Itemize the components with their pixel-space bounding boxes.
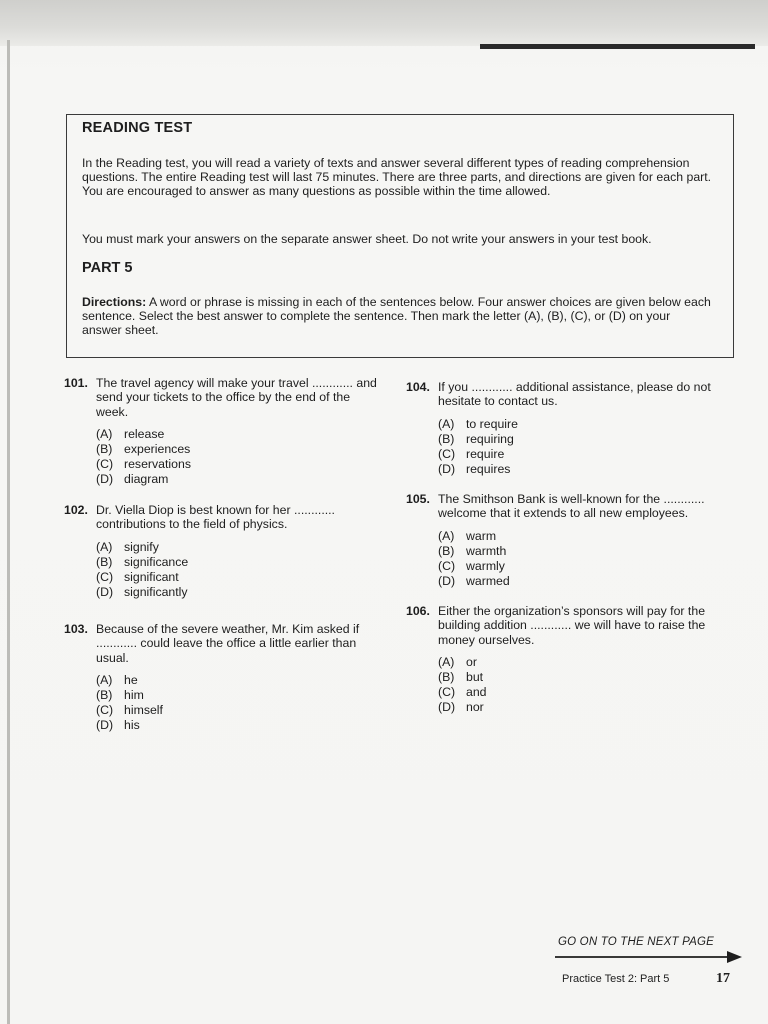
option-a[interactable] (96, 427, 382, 442)
part-title: PART 5 (82, 260, 133, 276)
option-letter: (A) (96, 673, 113, 688)
question-101 (64, 376, 382, 496)
option-text: and (466, 685, 487, 700)
option-letter: (A) (438, 655, 455, 670)
option-text: warm (466, 528, 497, 543)
page-spine-edge (7, 40, 10, 1024)
option-d[interactable] (96, 585, 364, 600)
question-number: 101. (64, 376, 88, 390)
questions-column-right (406, 380, 726, 715)
go-on-next-page: GO ON TO THE NEXT PAGE (558, 936, 715, 948)
option-text: his (124, 717, 140, 732)
option-letter: (B) (96, 554, 113, 569)
reading-test-intro: In the Reading test, you will read a variety of texts and answer several different types of reading comprehension questions. The entire Reading test will last 75 minutes. There are three parts, and directions are given for each part. You are encouraged to answer as many questions as possible within the time allowed. (82, 156, 712, 198)
option-text: diagram (124, 471, 169, 486)
answer-options (438, 529, 706, 589)
option-text: significant (124, 569, 179, 584)
option-letter: (D) (96, 584, 114, 599)
option-c[interactable] (438, 559, 706, 574)
option-d[interactable] (438, 462, 724, 477)
question-number: 103. (64, 622, 88, 636)
option-d[interactable] (438, 574, 706, 589)
answer-options (96, 540, 364, 600)
option-d[interactable] (438, 700, 730, 715)
option-text: reservations (124, 457, 191, 472)
question-102 (64, 503, 364, 615)
option-b[interactable] (438, 432, 724, 447)
question-number: 105. (406, 492, 430, 506)
answer-options (96, 673, 382, 733)
question-text: Dr. Viella Diop is best known for her ............ contributions to the field of physics. (96, 503, 335, 532)
option-text: release (124, 427, 165, 442)
directions-label: Directions: (82, 295, 147, 309)
option-letter: (D) (438, 461, 456, 476)
option-letter: (B) (438, 431, 455, 446)
option-a[interactable] (96, 540, 364, 555)
option-c[interactable] (438, 685, 730, 700)
question-106 (406, 604, 730, 715)
reading-test-title: READING TEST (82, 120, 193, 136)
option-text: he (124, 673, 138, 688)
option-text: but (466, 670, 484, 685)
option-letter: (D) (438, 699, 456, 714)
option-c[interactable] (96, 570, 364, 585)
option-text: requiring (466, 431, 514, 446)
answer-options (438, 417, 724, 477)
option-text: significantly (124, 584, 188, 599)
option-c[interactable] (96, 457, 382, 472)
option-text: warmed (466, 573, 510, 588)
option-text: warmly (466, 558, 505, 573)
page-number: 17 (716, 971, 730, 986)
option-letter: (A) (96, 427, 113, 442)
option-text: nor (466, 699, 484, 714)
option-b[interactable] (96, 555, 364, 570)
option-letter: (C) (96, 703, 114, 718)
reading-test-box (66, 114, 734, 358)
option-letter: (B) (96, 688, 113, 703)
option-letter: (A) (96, 539, 113, 554)
option-text: require (466, 446, 505, 461)
option-text: experiences (124, 442, 191, 457)
option-d[interactable] (96, 472, 382, 487)
option-letter: (D) (438, 573, 456, 588)
option-text: warmth (466, 543, 507, 558)
option-text: him (124, 688, 144, 703)
option-letter: (D) (96, 471, 114, 486)
option-letter: (B) (438, 670, 455, 685)
question-text: The travel agency will make your travel ............ and send your tickets to the office by the end of the week. (96, 376, 377, 419)
option-letter: (B) (438, 543, 455, 558)
answer-options (438, 655, 730, 715)
option-letter: (D) (96, 717, 114, 732)
option-letter: (B) (96, 442, 113, 457)
question-number: 102. (64, 503, 88, 517)
question-104 (406, 380, 724, 486)
option-text: or (466, 655, 477, 670)
questions-column-left (64, 376, 384, 733)
question-text: Because of the severe weather, Mr. Kim asked if ............ could leave the office a little earlier than usual. (96, 622, 360, 665)
option-b[interactable] (438, 544, 706, 559)
option-c[interactable] (438, 447, 724, 462)
option-b[interactable] (438, 670, 730, 685)
option-a[interactable] (96, 673, 382, 688)
option-a[interactable] (438, 417, 724, 432)
answer-sheet-instruction: You must mark your answers on the separate answer sheet. Do not write your answers in your test book. (82, 232, 652, 246)
option-a[interactable] (438, 655, 730, 670)
option-a[interactable] (438, 529, 706, 544)
option-text: requires (466, 461, 511, 476)
part-directions (82, 295, 712, 337)
answer-options (96, 427, 382, 487)
option-letter: (A) (438, 528, 455, 543)
question-103 (64, 622, 382, 733)
right-arrow-icon (555, 950, 743, 964)
option-b[interactable] (96, 688, 382, 703)
option-text: to require (466, 416, 518, 431)
question-105 (406, 492, 706, 598)
option-b[interactable] (96, 442, 382, 457)
page-top-shadow (0, 0, 768, 46)
option-text: signify (124, 539, 159, 554)
header-rule (480, 44, 755, 49)
question-text: The Smithson Bank is well-known for the ............ welcome that it extends to all new employees. (438, 492, 705, 521)
option-text: significance (124, 554, 189, 569)
question-text: Either the organization’s sponsors will pay for the building addition ............ we will have to raise the money ourselves. (438, 604, 706, 647)
question-text: If you ............ additional assistance, please do not hesitate to contact us. (438, 380, 711, 409)
option-letter: (C) (96, 457, 114, 472)
option-text: himself (124, 703, 163, 718)
option-letter: (C) (96, 569, 114, 584)
option-letter: (A) (438, 416, 455, 431)
question-number: 106. (406, 604, 430, 618)
directions-text: A word or phrase is missing in each of the sentences below. Four answer choices are given below each sentence. Select the best answer to complete the sentence. Then mark the letter (A), (B), (C), or (D) on your answer sheet. (82, 295, 711, 337)
option-letter: (C) (438, 446, 456, 461)
option-letter: (C) (438, 685, 456, 700)
option-c[interactable] (96, 703, 382, 718)
option-d[interactable] (96, 718, 382, 733)
footer-label: Practice Test 2: Part 5 (562, 973, 670, 985)
option-letter: (C) (438, 558, 456, 573)
question-number: 104. (406, 380, 430, 394)
